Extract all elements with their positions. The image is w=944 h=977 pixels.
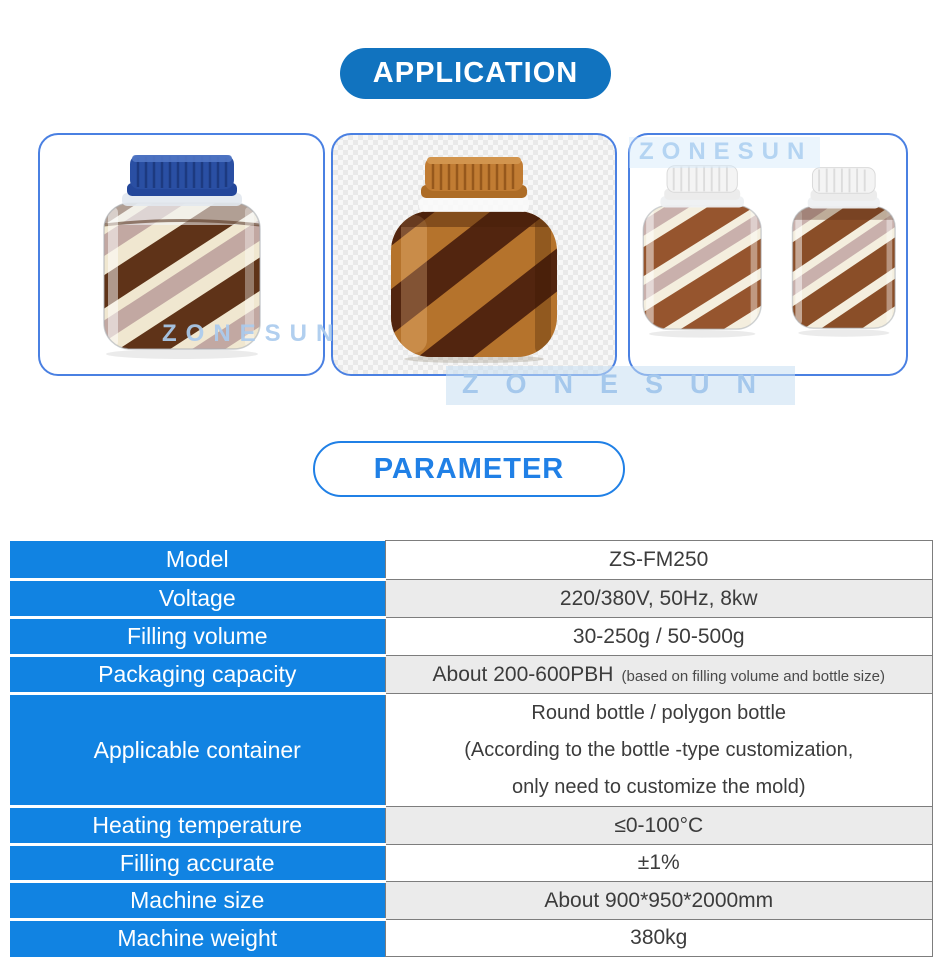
- row-label: Applicable container: [10, 694, 385, 807]
- table-row: [10, 694, 933, 807]
- row-value: 220/380V, 50Hz, 8kw: [385, 580, 933, 618]
- table-row: [10, 541, 933, 580]
- parameter-table: [10, 540, 933, 957]
- row-label: Machine size: [10, 882, 385, 920]
- row-value: 380kg: [385, 920, 933, 957]
- row-value: [385, 694, 933, 807]
- row-value-line: Round bottle / polygon bottle: [531, 701, 787, 724]
- table-row: [10, 845, 933, 882]
- application-title: APPLICATION: [372, 57, 579, 89]
- zonesun-watermark: ZONESUN: [446, 366, 795, 405]
- row-value-line: only need to customize the mold): [512, 775, 806, 798]
- jar-white-cap-left-image: [630, 157, 773, 352]
- jar-white-cap-right-image: [783, 160, 907, 350]
- table-row: [10, 920, 933, 957]
- row-value: 30-250g / 50-500g: [385, 618, 933, 656]
- row-value-line: (According to the bottle -type customization,: [464, 738, 854, 761]
- row-label: Packaging capacity: [10, 656, 385, 694]
- product-image-two-jars: [628, 133, 908, 376]
- row-value-note: (based on filling volume and bottle size): [621, 667, 885, 685]
- parameter-section-header: [313, 441, 625, 497]
- zonesun-watermark: ZONESUN: [629, 137, 820, 168]
- row-value: ±1%: [385, 845, 933, 882]
- row-value: ZS-FM250: [385, 541, 933, 580]
- table-row: [10, 807, 933, 845]
- row-value: About 900*950*2000mm: [385, 882, 933, 920]
- table-row: [10, 882, 933, 920]
- row-value-main: About 200-600PBH: [432, 662, 614, 686]
- application-section-header: [340, 48, 611, 99]
- zonesun-watermark: ZONESUN: [162, 320, 343, 347]
- parameter-title: PARAMETER: [373, 452, 565, 485]
- table-row: [10, 618, 933, 656]
- row-label: Filling volume: [10, 618, 385, 656]
- row-label: Machine weight: [10, 920, 385, 957]
- table-row: [10, 656, 933, 694]
- row-label: Voltage: [10, 580, 385, 618]
- jar-caramel-cap-image: [359, 149, 589, 364]
- product-image-jar-caramel-cap: [331, 133, 617, 376]
- row-label: Heating temperature: [10, 807, 385, 845]
- row-value: [385, 656, 933, 694]
- row-label: Model: [10, 541, 385, 580]
- table-row: [10, 580, 933, 618]
- row-label: Filling accurate: [10, 845, 385, 882]
- row-value: ≤0-100°C: [385, 807, 933, 845]
